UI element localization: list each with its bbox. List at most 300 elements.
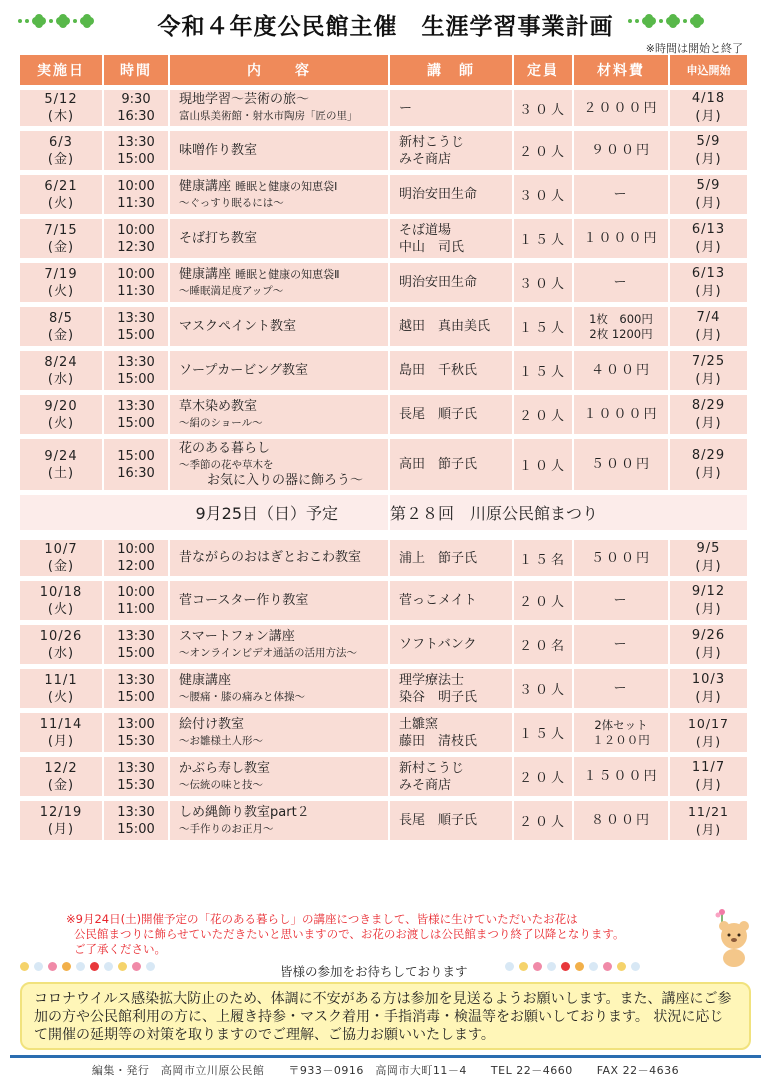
end-time: 15:00 — [117, 689, 155, 705]
content-title — [179, 319, 388, 335]
capacity-cell: １５人 — [514, 713, 574, 757]
schedule-row — [20, 175, 749, 219]
content-title — [179, 550, 388, 566]
footer-fax: FAX 22－4636 — [596, 1064, 680, 1077]
fee-cell — [574, 713, 670, 757]
fee-cell — [574, 85, 670, 131]
capacity-cell: ２０人 — [514, 131, 574, 175]
schedule-row — [20, 669, 749, 713]
flower-icon — [547, 962, 556, 971]
date-cell — [20, 307, 104, 351]
time-cell — [104, 351, 170, 395]
weekday: (水) — [47, 645, 75, 661]
schedule-row — [20, 219, 749, 263]
fee-cell — [574, 307, 670, 351]
apply-weekday: (月) — [695, 821, 722, 837]
capacity-cell: ３０人 — [514, 85, 574, 131]
schedule-row — [20, 801, 749, 845]
festival-date: 9月25日（日）予定 — [195, 504, 338, 523]
time-cell — [104, 757, 170, 801]
fee-cell — [574, 219, 670, 263]
start-time: 13:30 — [117, 628, 155, 644]
footnote-line: 公民館まつりに飾らせていただきたいと思いますので、お花のお渡しは公民館まつり終了以降となります。 — [74, 927, 625, 941]
capacity-cell: １５人 — [514, 219, 574, 263]
date-cell — [20, 801, 104, 845]
festival-name-cell — [390, 495, 749, 535]
teacher-line-1: 明治安田生命 — [399, 275, 478, 290]
end-time: 15:30 — [117, 733, 155, 749]
col-header-content: 内 容 — [170, 55, 390, 85]
flower-icon — [62, 962, 71, 971]
covid-notice: コロナウイルス感染拡大防止のため、体調に不安がある方は参加を見送るようお願いします。また、講座にご参加の方や公民館利用の方に、上履き持参・マスク着用・手指消毒・検温等をお願いしております。 状況に応じて開催の延期等の対策を取りますのでご理解、ご協力お願いいたします。 — [20, 982, 751, 1050]
time-cell — [104, 175, 170, 219]
content-line-1: 菅コースター作り教室 — [179, 592, 309, 608]
content-cell — [170, 395, 390, 439]
content-line-1: スマートフォン講座 — [179, 628, 295, 644]
fee-line-1: １０００円 — [583, 231, 659, 246]
table-header-row — [20, 55, 749, 85]
flower-icon — [617, 962, 626, 971]
apply-date: 10/17 — [687, 715, 730, 731]
footnote-line: ※9月24日(土)開催予定の「花のある暮らし」の講座につきまして、皆様に生けていただいたお花は — [66, 912, 578, 926]
date-cell — [20, 669, 104, 713]
date: 9/24 — [44, 448, 78, 464]
fee-cell — [574, 669, 670, 713]
date-cell — [20, 263, 104, 307]
weekday: (月) — [47, 821, 75, 837]
teacher-cell — [390, 131, 514, 175]
content-title — [179, 805, 388, 821]
teacher-cell — [390, 535, 514, 581]
teacher-cell — [390, 175, 514, 219]
content-title — [179, 761, 388, 777]
fee-cell — [574, 263, 670, 307]
teacher-line-1: 長尾 順子氏 — [399, 813, 478, 828]
festival-name: 第２８回 川原公民館まつり — [390, 504, 599, 523]
date-cell — [20, 219, 104, 263]
fee-cell — [574, 395, 670, 439]
teacher-line-2: 藤田 清枝氏 — [399, 733, 478, 749]
apply-weekday: (月) — [695, 195, 722, 211]
weekday: (月) — [47, 733, 75, 749]
fee-cell — [574, 581, 670, 625]
end-time: 15:00 — [117, 327, 155, 343]
flower-icon — [90, 962, 99, 971]
time-cell — [104, 625, 170, 669]
date: 11/1 — [44, 672, 78, 688]
capacity-cell: ２０人 — [514, 801, 574, 845]
content-cell — [170, 131, 390, 175]
teacher-line-2: 染谷 明子氏 — [399, 689, 478, 705]
time-note: ※時間は開始と終了 — [645, 42, 743, 55]
time-cell — [104, 307, 170, 351]
apply-cell — [670, 439, 749, 495]
date-cell — [20, 131, 104, 175]
apply-cell — [670, 669, 749, 713]
teacher-cell — [390, 395, 514, 439]
apply-weekday: (月) — [695, 151, 722, 167]
start-time: 13:30 — [117, 672, 155, 688]
teacher-line-2: 中山 司氏 — [399, 239, 465, 255]
start-time: 13:30 — [117, 310, 155, 326]
apply-cell — [670, 351, 749, 395]
start-time: 13:30 — [117, 354, 155, 370]
page-title: 令和４年度公民館主催 生涯学習事業計画 — [157, 14, 614, 40]
teacher-cell — [390, 669, 514, 713]
apply-date: 4/18 — [691, 91, 726, 106]
footer-publisher: 編集・発行 高岡市立川原公民館 — [91, 1064, 265, 1077]
apply-cell — [670, 581, 749, 625]
apply-weekday: (月) — [695, 777, 722, 793]
apply-weekday: (月) — [695, 559, 722, 574]
end-time: 15:00 — [117, 371, 155, 387]
content-line-1: しめ縄飾り教室part２ — [179, 804, 310, 820]
teacher-cell — [390, 351, 514, 395]
schedule-row — [20, 535, 749, 581]
flower-icon — [589, 962, 598, 971]
start-time: 13:30 — [117, 760, 155, 776]
schedule-row — [20, 131, 749, 175]
content-line-1: マスクペイント教室 — [179, 318, 297, 334]
time-cell — [104, 669, 170, 713]
content-title — [179, 593, 388, 609]
clover-icon — [666, 14, 680, 28]
teacher-line-1: 菅っこメイト — [399, 593, 477, 608]
footnote — [66, 912, 706, 957]
fee-line-1: ー — [613, 593, 629, 608]
content-title — [179, 717, 388, 733]
date: 6/3 — [49, 134, 73, 150]
teacher-cell — [390, 757, 514, 801]
content-title — [179, 92, 388, 108]
teacher-line-1: 長尾 順子氏 — [399, 407, 478, 422]
date-cell — [20, 713, 104, 757]
apply-date: 6/13 — [691, 221, 726, 237]
content-line-3: お気に入りの器に飾ろう～ — [207, 472, 364, 488]
apply-date: 7/4 — [696, 309, 721, 325]
teacher-cell — [390, 439, 514, 495]
content-cell — [170, 439, 390, 495]
festival-date-cell — [20, 495, 390, 535]
date: 6/21 — [44, 178, 78, 194]
schedule-row — [20, 439, 749, 495]
teacher-line-1: 新村こうじ — [399, 760, 465, 776]
content-title — [179, 267, 388, 283]
date: 10/7 — [44, 542, 78, 557]
footer-postal: 〒933－0916 高岡市大町11－4 — [288, 1064, 467, 1077]
teacher-cell — [390, 713, 514, 757]
date: 8/24 — [44, 354, 78, 370]
fee-line-1: ８００円 — [590, 813, 651, 828]
apply-cell — [670, 801, 749, 845]
date: 12/19 — [39, 804, 83, 820]
teacher-line-1: 島田 千秋氏 — [399, 363, 478, 378]
start-time: 10:00 — [117, 584, 155, 600]
weekday: (火) — [47, 601, 75, 617]
fee-line-1: ー — [613, 637, 629, 652]
end-time: 15:30 — [117, 777, 155, 793]
apply-weekday: (月) — [695, 371, 722, 387]
flower-icon — [104, 962, 113, 971]
fee-line-2: １２００円 — [592, 732, 650, 747]
start-time: 10:00 — [117, 266, 155, 282]
dot-icon — [635, 19, 639, 23]
content-line-2: ～ぐっすり眠るには～ — [179, 196, 284, 209]
time-cell — [104, 395, 170, 439]
schedule-table — [20, 55, 749, 845]
apply-cell — [670, 395, 749, 439]
apply-date: 5/9 — [696, 177, 721, 193]
schedule-row — [20, 307, 749, 351]
content-cell — [170, 263, 390, 307]
col-header-date: 実施日 — [20, 55, 104, 85]
apply-cell — [670, 307, 749, 351]
fee-cell — [574, 131, 670, 175]
time-cell — [104, 263, 170, 307]
content-line-2: 富山県美術館・射水市陶房「匠の里」 — [179, 110, 358, 122]
capacity-cell: ２０名 — [514, 625, 574, 669]
content-cell — [170, 351, 390, 395]
content-cell — [170, 307, 390, 351]
content-cell — [170, 535, 390, 581]
start-time: 9:30 — [121, 92, 151, 107]
start-time: 13:30 — [117, 804, 155, 820]
content-line-2: ～オンラインビデオ通話の活用方法～ — [179, 646, 357, 659]
end-time: 15:00 — [117, 645, 155, 661]
end-time: 15:00 — [117, 415, 155, 431]
teacher-line-1: 理学療法士 — [399, 672, 465, 688]
end-time: 16:30 — [117, 465, 155, 481]
start-time: 15:00 — [117, 448, 155, 464]
weekday: (金) — [47, 151, 75, 167]
teacher-line-1: ソフトバンク — [399, 637, 477, 652]
apply-weekday: (月) — [695, 415, 722, 431]
start-time: 13:30 — [117, 398, 155, 414]
content-line-1: 花のある暮らし — [179, 440, 271, 456]
flower-decoration-left — [20, 962, 155, 971]
weekday: (木) — [47, 109, 75, 124]
capacity-cell: ３０人 — [514, 669, 574, 713]
weekday: (土) — [47, 465, 75, 481]
schedule-row — [20, 581, 749, 625]
teacher-cell — [390, 625, 514, 669]
content-title — [179, 629, 388, 645]
time-cell — [104, 85, 170, 131]
content-line-1: 昔ながらのおはぎとおこわ教室 — [179, 550, 362, 565]
date-cell — [20, 625, 104, 669]
weekday: (火) — [47, 283, 75, 299]
teacher-line-1: そば道場 — [399, 222, 452, 238]
teacher-line-1: 土雛窯 — [399, 716, 439, 732]
clover-icon — [690, 14, 704, 28]
schedule-body-first-half — [20, 85, 749, 495]
fee-cell — [574, 625, 670, 669]
fee-cell — [574, 351, 670, 395]
footer — [0, 1062, 771, 1078]
fee-line-2: 2枚 1200円 — [589, 326, 653, 341]
content-line-1: ソープカービング教室 — [179, 362, 308, 378]
teacher-line-2: みそ商店 — [399, 151, 452, 167]
festival-row — [20, 495, 749, 535]
capacity-cell: ３０人 — [514, 175, 574, 219]
weekday: (金) — [47, 327, 75, 343]
dot-icon — [659, 19, 663, 23]
date: 7/19 — [44, 266, 78, 282]
fee-cell — [574, 757, 670, 801]
content-title — [179, 231, 388, 247]
time-cell — [104, 581, 170, 625]
flower-icon — [505, 962, 514, 971]
content-line-2: ～睡眠満足度アップ～ — [179, 284, 284, 297]
content-line-1: かぶら寿し教室 — [179, 760, 271, 776]
flower-icon — [118, 962, 127, 971]
content-line-1: 草木染め教室 — [179, 398, 258, 414]
content-title — [179, 399, 388, 415]
date-cell — [20, 581, 104, 625]
apply-weekday: (月) — [695, 109, 722, 124]
content-line-1: 健康講座 — [179, 266, 232, 282]
date: 11/14 — [39, 716, 83, 732]
col-header-teacher: 講 師 — [390, 55, 514, 85]
apply-date: 10/3 — [691, 671, 726, 687]
welcome-message: 皆様の参加をお待ちしております — [280, 964, 468, 979]
flower-decoration-right — [505, 962, 640, 971]
date-cell — [20, 757, 104, 801]
content-cell — [170, 219, 390, 263]
content-line-1b: 睡眠と健康の知恵袋Ⅱ — [235, 267, 340, 281]
teacher-line-1: 高田 節子氏 — [399, 457, 478, 472]
date: 10/26 — [39, 628, 83, 644]
col-header-capacity: 定員 — [514, 55, 574, 85]
fee-cell — [574, 439, 670, 495]
apply-weekday: (月) — [695, 239, 722, 255]
schedule-row — [20, 395, 749, 439]
flower-icon — [20, 962, 29, 971]
clover-decoration-right — [628, 14, 704, 28]
flower-icon — [519, 962, 528, 971]
schedule-row — [20, 625, 749, 669]
date-cell — [20, 535, 104, 581]
content-line-2: ～絹のショール～ — [179, 416, 263, 429]
content-line-2: ～季節の花や草木を — [179, 458, 274, 471]
festival-section — [20, 495, 749, 535]
teacher-cell — [390, 263, 514, 307]
schedule-row — [20, 757, 749, 801]
fee-line-1: ー — [613, 275, 629, 290]
apply-date: 11/21 — [687, 803, 730, 819]
apply-date: 9/26 — [691, 627, 726, 643]
content-line-1: 現地学習～芸術の旅～ — [179, 92, 310, 107]
bear-illustration-icon — [712, 908, 756, 968]
apply-cell — [670, 625, 749, 669]
fee-line-1: １０００円 — [583, 407, 659, 422]
end-time: 12:00 — [117, 559, 155, 574]
weekday: (火) — [47, 195, 75, 211]
apply-date: 8/29 — [691, 397, 726, 413]
capacity-cell: １５名 — [514, 535, 574, 581]
content-title — [179, 179, 388, 195]
capacity-cell: ２０人 — [514, 581, 574, 625]
start-time: 10:00 — [117, 178, 155, 194]
fee-cell — [574, 801, 670, 845]
fee-line-1: ４００円 — [590, 363, 651, 378]
capacity-cell: ２０人 — [514, 757, 574, 801]
schedule-row — [20, 263, 749, 307]
apply-date: 8/29 — [691, 447, 726, 463]
col-header-time: 時間 — [104, 55, 170, 85]
teacher-line-1: 新村こうじ — [399, 134, 465, 150]
fee-line-1: ー — [613, 681, 629, 696]
clover-icon — [642, 14, 656, 28]
time-cell — [104, 801, 170, 845]
apply-cell — [670, 131, 749, 175]
content-cell — [170, 757, 390, 801]
fee-line-1: ２０００円 — [583, 100, 659, 116]
flower-icon — [561, 962, 570, 971]
weekday: (金) — [47, 239, 75, 255]
teacher-cell — [390, 307, 514, 351]
teacher-line-1: 越田 真由美氏 — [399, 319, 491, 334]
flower-icon — [533, 962, 542, 971]
weekday: (水) — [47, 371, 75, 387]
apply-weekday: (月) — [695, 601, 722, 617]
apply-weekday: (月) — [695, 645, 722, 661]
apply-date: 5/9 — [696, 133, 721, 149]
apply-cell — [670, 713, 749, 757]
date-cell — [20, 351, 104, 395]
apply-weekday: (月) — [695, 327, 722, 343]
start-time: 13:00 — [117, 716, 155, 732]
end-time: 11:30 — [117, 195, 155, 211]
capacity-cell: ３０人 — [514, 263, 574, 307]
fee-cell — [574, 535, 670, 581]
content-cell — [170, 625, 390, 669]
end-time: 16:30 — [117, 109, 155, 124]
content-title — [179, 143, 388, 159]
content-line-1: 味噌作り教室 — [179, 142, 258, 158]
capacity-cell: １０人 — [514, 439, 574, 495]
time-cell — [104, 131, 170, 175]
content-line-2: ～お雛様土人形～ — [179, 734, 263, 747]
date-cell — [20, 439, 104, 495]
content-cell — [170, 175, 390, 219]
schedule-body-second-half — [20, 535, 749, 845]
time-cell — [104, 219, 170, 263]
time-cell — [104, 439, 170, 495]
apply-date: 6/13 — [691, 265, 726, 281]
footer-tel: TEL 22－4660 — [490, 1064, 573, 1077]
date: 5/12 — [44, 92, 78, 107]
weekday: (火) — [47, 415, 75, 431]
apply-date: 7/25 — [691, 353, 726, 369]
col-header-apply: 申込開始 — [670, 55, 749, 85]
date: 10/18 — [39, 584, 83, 600]
content-line-2: ～腰痛・膝の痛みと体操～ — [179, 690, 305, 703]
apply-date: 11/7 — [691, 759, 726, 775]
content-line-1: 健康講座 — [179, 178, 232, 194]
flower-icon — [603, 962, 612, 971]
time-cell — [104, 535, 170, 581]
fee-line-1: １５００円 — [583, 769, 659, 784]
date: 9/20 — [44, 398, 78, 414]
schedule-row — [20, 713, 749, 757]
content-cell — [170, 669, 390, 713]
content-cell — [170, 581, 390, 625]
apply-weekday: (月) — [695, 733, 722, 749]
content-line-1: 絵付け教室 — [179, 716, 245, 732]
content-title — [179, 673, 388, 689]
schedule-row — [20, 351, 749, 395]
